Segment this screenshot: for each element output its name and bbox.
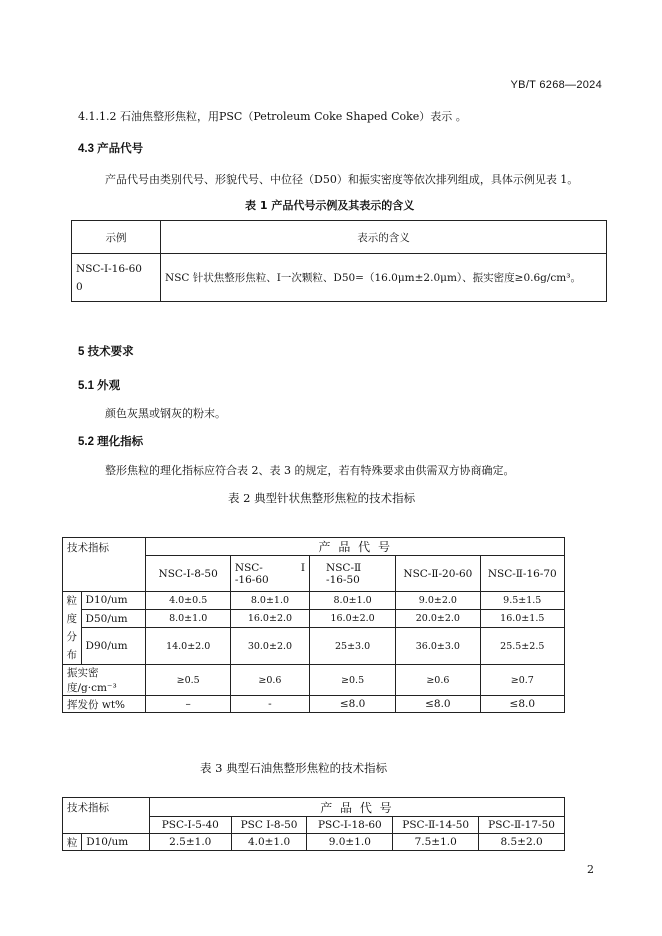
table2-cell: 8.0±1.0	[230, 592, 309, 610]
table3-granularity-label: 粒	[63, 834, 82, 851]
table3-product-5: PSC-Ⅱ-17-50	[479, 817, 565, 834]
table2-product-4: NSC-Ⅱ-20-60	[396, 556, 480, 592]
table3-header-tech: 技术指标	[63, 798, 150, 834]
clause-4-1-1-2: 4.1.1.2 石油焦整形焦粒，用PSC（Petroleum Coke Shaped Coke）表示 。	[78, 110, 467, 123]
table1-example-cell	[72, 254, 161, 302]
table2-cell: 8.0±1.0	[310, 592, 396, 610]
table3-cell: 9.0±1.0	[307, 834, 393, 851]
table1-header-meaning: 表示的含义	[161, 221, 607, 254]
table2-cell: 25.5±2.5	[480, 628, 564, 665]
table3-cell: 7.5±1.0	[393, 834, 479, 851]
table2-row-label: D90/um	[81, 628, 146, 665]
table2-cell: -	[230, 696, 309, 713]
table2-cell: ≥0.5	[146, 665, 230, 696]
table2-cell: 16.0±2.0	[310, 609, 396, 628]
table2-cell: ≤8.0	[480, 696, 564, 713]
table2-product-3: NSC-Ⅱ -16-50	[310, 556, 396, 592]
table3-product-1: PSC-Ⅰ-5-40	[149, 817, 231, 834]
table2-cell: 36.0±3.0	[396, 628, 480, 665]
table3-product-4: PSC-Ⅱ-14-50	[393, 817, 479, 834]
table2-cell: ≤8.0	[396, 696, 480, 713]
table2-cell: ≥0.6	[396, 665, 480, 696]
table3-row-label: D10/um	[82, 834, 150, 851]
section-5-2-paragraph: 整形焦粒的理化指标应符合表 2、表 3 的规定，若有特殊要求由供需双方协商确定。	[105, 464, 515, 477]
section-5-2-heading: 5.2 理化指标	[78, 436, 144, 448]
table3	[62, 797, 565, 851]
table1-header-example: 示例	[72, 221, 161, 254]
table2	[62, 537, 565, 713]
table2-cell: 16.0±1.5	[480, 609, 564, 628]
section-5-heading: 5 技术要求	[78, 346, 134, 358]
section-5-1-heading: 5.1 外观	[78, 380, 121, 392]
table2-product-5: NSC-Ⅱ-16-70	[480, 556, 564, 592]
table1-meaning-cell: NSC 针状焦整形焦粒、Ⅰ一次颗粒、D50=（16.0μm±2.0μm）、振实密度≥0.6g/cm³。	[161, 254, 607, 302]
table2-cell: ≥0.7	[480, 665, 564, 696]
table3-caption: 表 3 典型石油焦整形焦粒的技术指标	[200, 761, 388, 775]
page-number: 2	[587, 863, 594, 876]
table3-product-2: PSC Ⅰ-8-50	[231, 817, 307, 834]
table3-cell: 2.5±1.0	[149, 834, 231, 851]
table2-row-label: D10/um	[81, 592, 146, 610]
table2-cell: 4.0±0.5	[146, 592, 230, 610]
table1-example-line2: 0	[76, 280, 83, 293]
section-5-1-paragraph: 颜色灰黑或钢灰的粉末。	[105, 407, 226, 420]
table2-volatile-label: 挥发份 wt%	[63, 696, 146, 713]
table1	[71, 220, 607, 302]
table2-cell: ≥0.6	[230, 665, 309, 696]
section-4-3-paragraph: 产品代号由类别代号、形貌代号、中位径（D50）和振实密度等依次排列组成，具体示例见表 1。	[105, 173, 579, 186]
table2-cell: 20.0±2.0	[396, 609, 480, 628]
table3-product-3: PSC-Ⅰ-18-60	[307, 817, 393, 834]
table2-cell: ≤8.0	[310, 696, 396, 713]
table2-row-label: D50/um	[81, 609, 146, 628]
table2-granularity-label: 粒 度 分 布	[63, 592, 82, 665]
table2-cell: 9.5±1.5	[480, 592, 564, 610]
table2-cell: 30.0±2.0	[230, 628, 309, 665]
table2-cell: 16.0±2.0	[230, 609, 309, 628]
table3-header-code: 产 品 代 号	[149, 798, 564, 817]
table3-cell: 8.5±2.0	[479, 834, 565, 851]
table2-cell: 25±3.0	[310, 628, 396, 665]
standard-code: YB/T 6268—2024	[510, 79, 602, 91]
table2-caption: 表 2 典型针状焦整形焦粒的技术指标	[228, 491, 416, 505]
section-4-3-heading: 4.3 产品代号	[78, 143, 144, 155]
table1-caption: 表 1 产品代号示例及其表示的含义	[245, 199, 415, 212]
table2-cell: 8.0±1.0	[146, 609, 230, 628]
table2-header-code: 产 品 代 号	[146, 538, 565, 556]
table1-example-line1: NSC-Ⅰ-16-60	[76, 262, 142, 275]
table2-cell: ≥0.5	[310, 665, 396, 696]
table3-cell: 4.0±1.0	[231, 834, 307, 851]
table2-tap-density-label: 振实密度/g·cm⁻³	[63, 665, 146, 696]
table2-header-tech: 技术指标	[63, 538, 146, 592]
table2-cell: –	[146, 696, 230, 713]
table2-cell: 14.0±2.0	[146, 628, 230, 665]
table2-product-2: NSC- Ⅰ -16-60	[230, 556, 309, 592]
table2-product-1: NSC-Ⅰ-8-50	[146, 556, 230, 592]
table2-cell: 9.0±2.0	[396, 592, 480, 610]
